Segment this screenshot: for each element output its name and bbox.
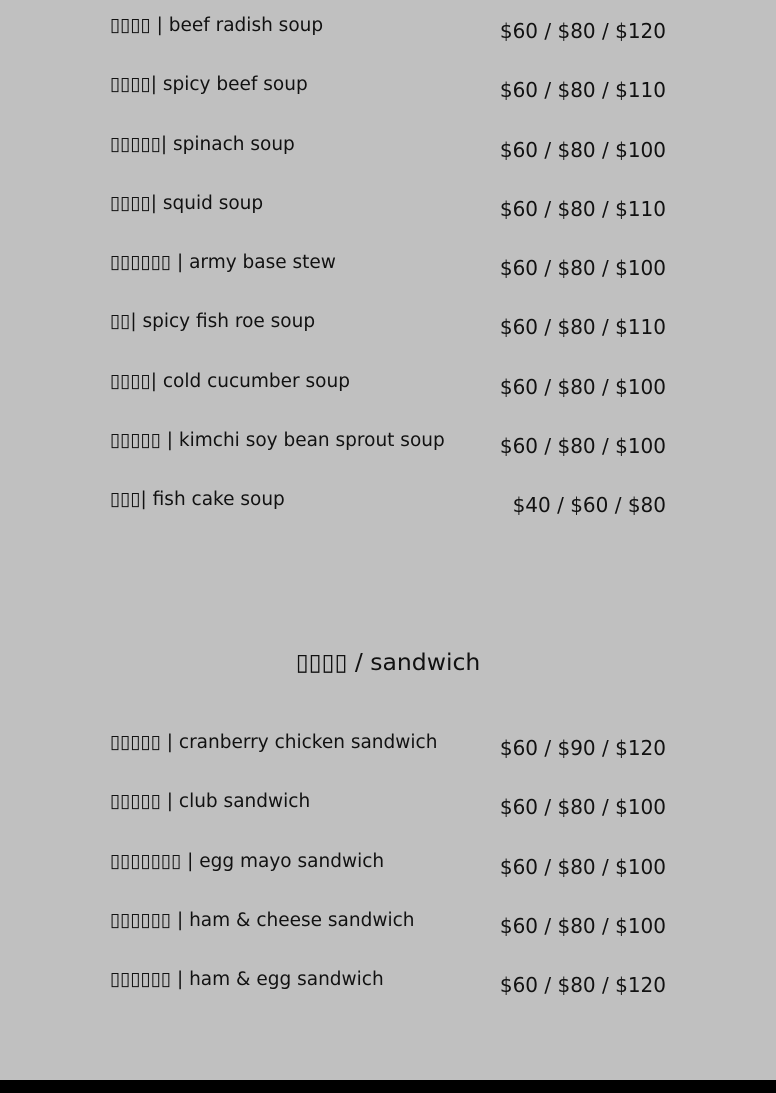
menu-item-name: ▯▯▯| fish cake soup bbox=[110, 489, 285, 511]
menu-item bbox=[110, 237, 666, 296]
menu-item-price: $60 / $80 / $100 bbox=[499, 256, 666, 281]
menu-item bbox=[110, 836, 666, 895]
menu-item-price: $60 / $80 / $120 bbox=[499, 973, 666, 998]
menu-item-name: ▯▯▯▯| squid soup bbox=[110, 192, 264, 214]
menu-item-name: ▯▯▯▯▯▯ | ham & cheese sandwich bbox=[110, 909, 415, 931]
menu-item-name: ▯▯▯▯▯▯ | ham & egg sandwich bbox=[110, 969, 384, 991]
menu-item-name: ▯▯▯▯▯ | cranberry chicken sandwich bbox=[110, 732, 438, 753]
menu-item-name: ▯▯▯▯▯ | kimchi soy bean sprout soup bbox=[110, 430, 445, 452]
menu-item-price: $60 / $80 / $100 bbox=[499, 137, 666, 162]
menu-item-name: ▯▯| spicy fish roe soup bbox=[110, 311, 316, 333]
menu-item-name: ▯▯▯▯▯| spinach soup bbox=[110, 133, 295, 155]
menu-item bbox=[110, 178, 666, 237]
menu-item-price: $60 / $90 / $120 bbox=[499, 736, 666, 760]
menu-item-name: ▯▯▯▯ | beef radish soup bbox=[110, 15, 324, 36]
menu-item bbox=[110, 59, 666, 118]
menu-item-name: ▯▯▯▯| cold cucumber soup bbox=[110, 370, 350, 392]
menu-item-name: ▯▯▯▯| spicy beef soup bbox=[110, 74, 308, 96]
menu-item bbox=[110, 356, 666, 415]
menu-item bbox=[110, 776, 666, 835]
menu-item-price: $60 / $80 / $110 bbox=[499, 196, 666, 221]
menu-item bbox=[110, 474, 666, 533]
footer-bar bbox=[0, 1080, 776, 1093]
menu-item-price: $60 / $80 / $110 bbox=[499, 78, 666, 103]
menu-item bbox=[110, 954, 666, 1013]
menu-item-price: $60 / $80 / $100 bbox=[499, 795, 666, 820]
menu-item bbox=[110, 119, 666, 178]
menu-item-price: $60 / $80 / $100 bbox=[499, 434, 666, 459]
sandwich-menu-list bbox=[110, 717, 666, 1013]
menu-item-price: $60 / $80 / $100 bbox=[499, 854, 666, 879]
menu-item-price: $60 / $80 / $100 bbox=[499, 374, 666, 399]
menu-item bbox=[110, 415, 666, 474]
menu-item-price: $60 / $80 / $110 bbox=[499, 315, 666, 340]
menu-item-name: ▯▯▯▯▯ | club sandwich bbox=[110, 791, 311, 813]
menu-item-name: ▯▯▯▯▯▯ | army base stew bbox=[110, 252, 336, 274]
menu-item-price: $60 / $80 / $120 bbox=[499, 19, 666, 43]
section-title-sandwich: ▯▯▯▯ / sandwich bbox=[295, 648, 481, 676]
menu-item-price: $60 / $80 / $100 bbox=[499, 913, 666, 938]
menu-item bbox=[110, 0, 666, 59]
menu-item bbox=[110, 296, 666, 355]
menu-item bbox=[110, 895, 666, 954]
menu-item-name: ▯▯▯▯▯▯▯ | egg mayo sandwich bbox=[110, 850, 385, 872]
menu-item-price: $40 / $60 / $80 bbox=[512, 493, 666, 518]
soup-menu-list bbox=[110, 0, 666, 534]
menu-item bbox=[110, 717, 666, 776]
